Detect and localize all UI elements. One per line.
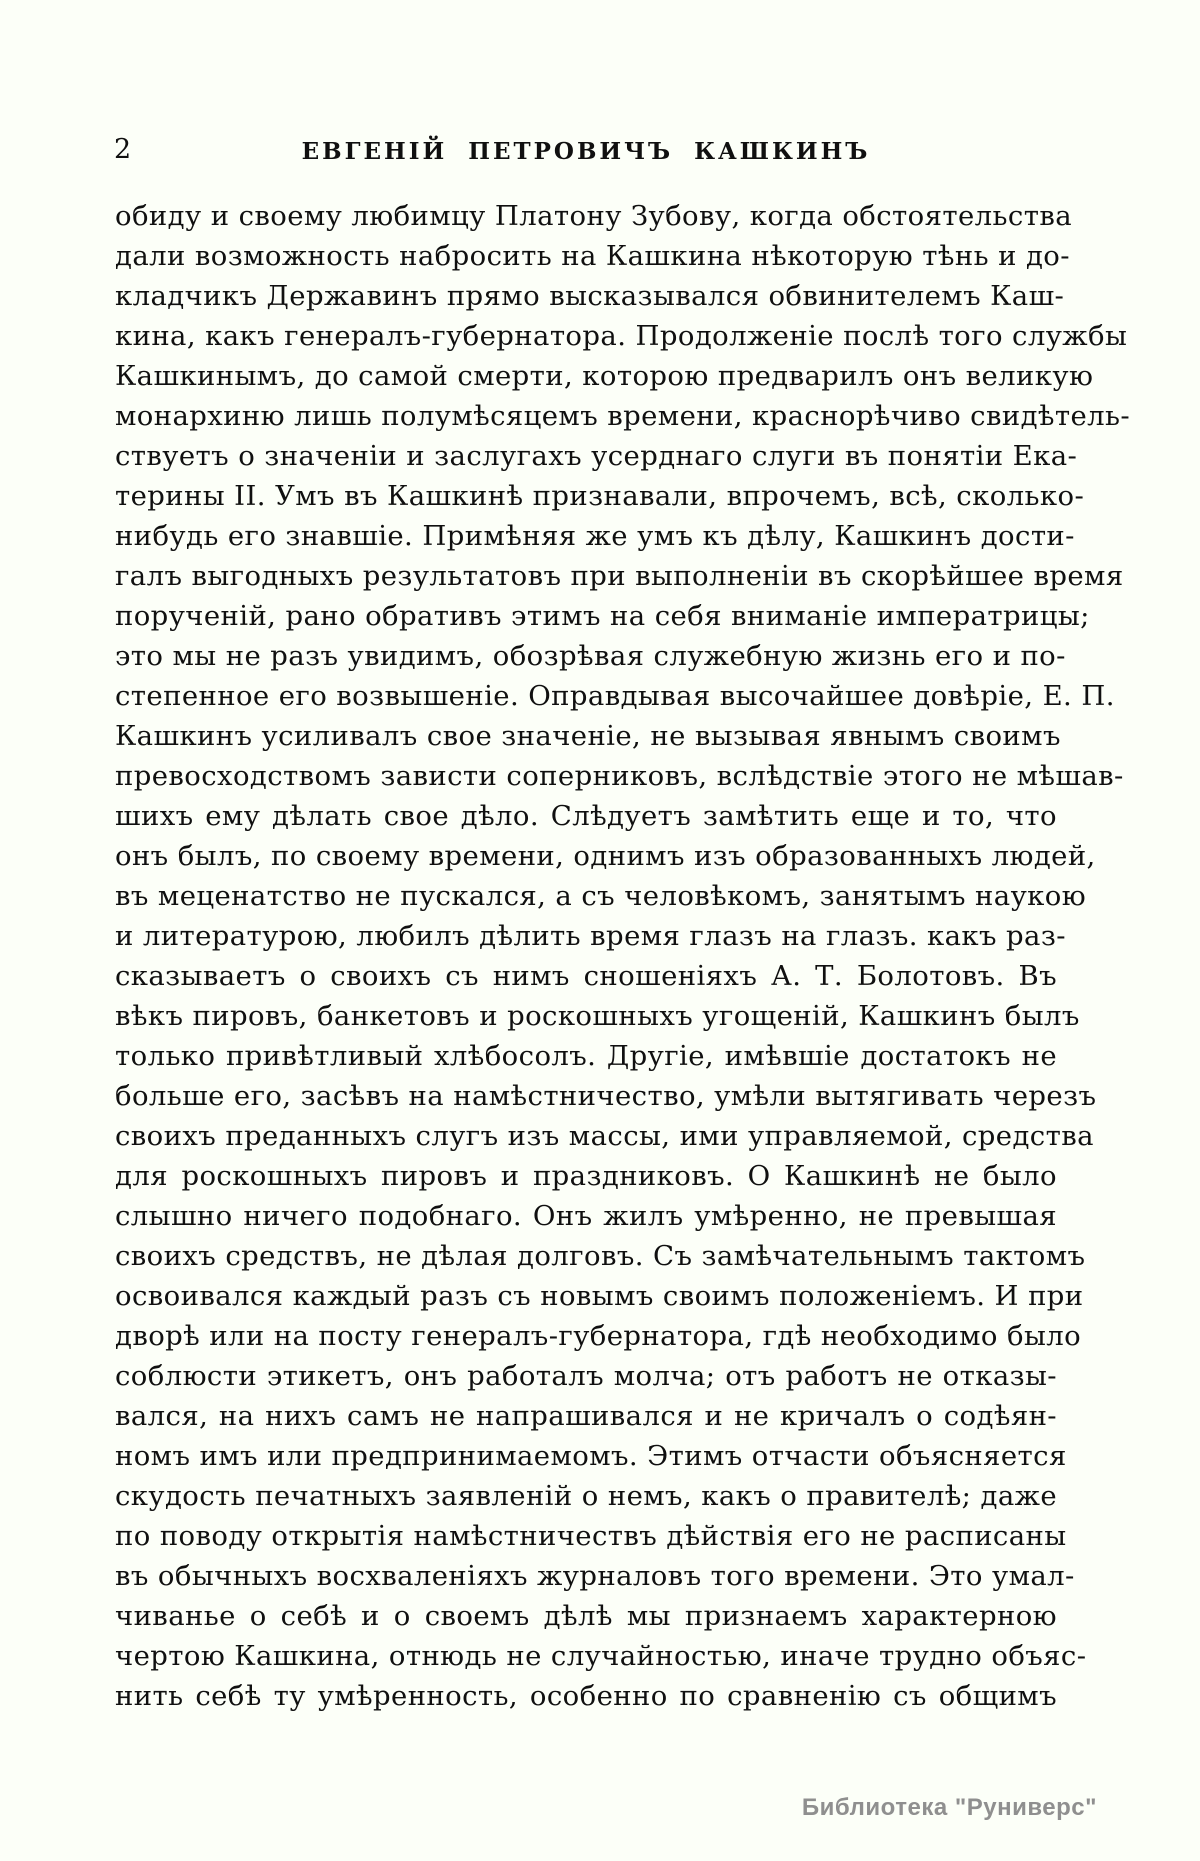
text-line: чиванье о себѣ и о своемъ дѣлѣ мы признаемъ характерною <box>115 1600 1057 1632</box>
text-line: превосходствомъ зависти соперниковъ, вслѣдствіе этого не мѣшав- <box>115 760 1124 792</box>
text-line: только привѣтливый хлѣбосолъ. Другіе, имѣвшіе достатокъ не <box>115 1040 1057 1072</box>
text-line: галъ выгодныхъ результатовъ при выполненіи въ скорѣйшее время <box>115 560 1124 592</box>
text-line: чертою Кашкина, отнюдь не случайностью, иначе трудно объяс- <box>115 1640 1087 1672</box>
text-line: это мы не разъ увидимъ, обозрѣвая служебную жизнь его и по- <box>115 640 1066 672</box>
text-line: шихъ ему дѣлать свое дѣло. Слѣдуетъ замѣтить еще и то, что <box>115 800 1057 832</box>
text-line: скудость печатныхъ заявленій о немъ, какъ о правителѣ; даже <box>115 1480 1057 1512</box>
text-line: обиду и своему любимцу Платону Зубову, когда обстоятельства <box>115 200 1073 232</box>
text-line: кина, какъ генералъ-губернатора. Продолженіе послѣ того службы <box>115 320 1128 352</box>
page-number: 2 <box>114 134 132 165</box>
text-line: нибудь его знавшіе. Примѣняя же умъ къ дѣлу, Кашкинъ дости- <box>115 520 1075 552</box>
text-line: своихъ средствъ, не дѣлая долговъ. Съ замѣчательнымъ тактомъ <box>115 1240 1086 1272</box>
text-line: въ обычныхъ восхваленіяхъ журналовъ того времени. Это умал- <box>115 1560 1075 1592</box>
text-line: дворѣ или на посту генералъ-губернатора, гдѣ необходимо было <box>115 1320 1082 1352</box>
text-line: ствуетъ о значеніи и заслугахъ усерднаго слуги въ понятіи Ека- <box>115 440 1078 472</box>
text-line: сказываетъ о своихъ съ нимъ сношеніяхъ А. Т. Болотовъ. Въ <box>115 960 1057 992</box>
text-line: онъ былъ, по своему времени, однимъ изъ образованныхъ людей, <box>115 840 1096 872</box>
text-line: номъ имъ или предпринимаемомъ. Этимъ отчасти объясняется <box>115 1440 1067 1472</box>
text-line: монархиню лишь полумѣсяцемъ времени, краснорѣчиво свидѣтель- <box>115 400 1131 432</box>
text-line: для роскошныхъ пировъ и праздниковъ. О Кашкинѣ не было <box>115 1160 1057 1192</box>
text-line: по поводу открытія намѣстничествъ дѣйствія его не расписаны <box>115 1520 1067 1552</box>
text-line: дали возможность набросить на Кашкина нѣкоторую тѣнь и до- <box>115 240 1070 272</box>
text-line: терины II. Умъ въ Кашкинѣ признавали, впрочемъ, всѣ, сколько- <box>115 480 1085 512</box>
text-line: вѣкъ пировъ, банкетовъ и роскошныхъ угощеній, Кашкинъ былъ <box>115 1000 1080 1032</box>
text-line: больше его, засѣвъ на намѣстничество, умѣли вытягивать черезъ <box>115 1080 1097 1112</box>
library-watermark: Библиотека "Руниверс" <box>801 1794 1097 1821</box>
text-line: Кашкинымъ, до самой смерти, которою предварилъ онъ великую <box>115 360 1094 392</box>
text-line: нить себѣ ту умѣренность, особенно по сравненію съ общимъ <box>115 1680 1057 1712</box>
text-line: своихъ преданныхъ слугъ изъ массы, ими управляемой, средства <box>115 1120 1094 1152</box>
text-line: въ меценатство не пускался, а съ человѣкомъ, занятымъ наукою <box>115 880 1087 912</box>
text-line: вался, на нихъ самъ не напрашивался и не кричалъ о содѣян- <box>115 1400 1057 1432</box>
text-line: слышно ничего подобнаго. Онъ жилъ умѣренно, не превышая <box>115 1200 1057 1232</box>
text-line: освоивался каждый разъ съ новымъ своимъ положеніемъ. И при <box>115 1280 1084 1312</box>
body-text <box>115 196 1131 1716</box>
text-line: порученій, рано обративъ этимъ на себя вниманіе императрицы; <box>115 600 1090 632</box>
text-line: кладчикъ Державинъ прямо высказывался обвинителемъ Каш- <box>115 280 1065 312</box>
text-line: Кашкинъ усиливалъ свое значеніе, не вызывая явнымъ своимъ <box>115 720 1061 752</box>
text-line: соблюсти этикетъ, онъ работалъ молча; отъ работъ не отказы- <box>115 1360 1057 1392</box>
text-line: степенное его возвышеніе. Оправдывая высочайшее довѣріе, Е. П. <box>115 680 1115 712</box>
running-header: ЕВГЕНІЙ ПЕТРОВИЧЪ КАШКИНЪ <box>301 138 871 165</box>
text-line: и литературою, любилъ дѣлить время глазъ на глазъ. какъ раз- <box>115 920 1066 952</box>
